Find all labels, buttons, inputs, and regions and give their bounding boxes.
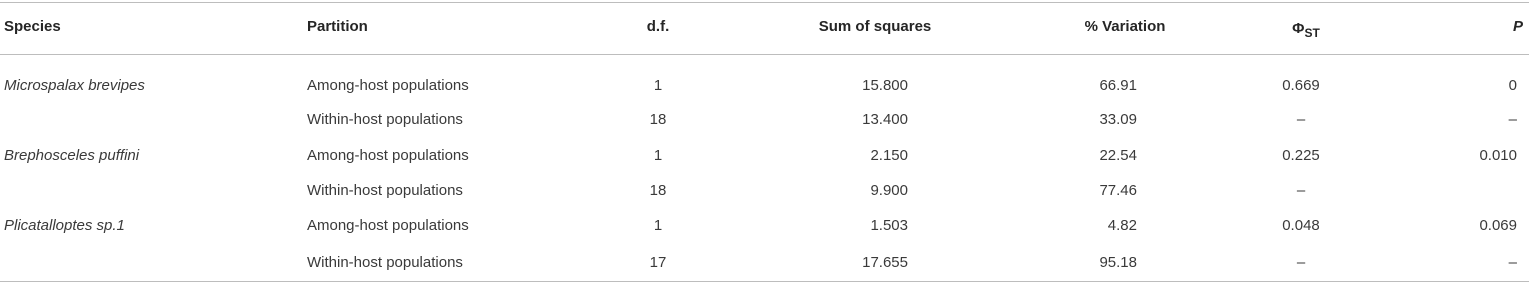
p-cell: –: [1508, 111, 1517, 128]
p-cell: 0: [1508, 77, 1517, 94]
table-header-rule: [0, 54, 1529, 55]
partition-cell: Within-host populations: [307, 182, 463, 199]
header-df: d.f.: [646, 18, 670, 35]
partition-cell: Among-host populations: [307, 77, 469, 94]
variation-cell: 33.09: [1099, 111, 1137, 128]
sum-of-squares-cell: 17.655: [862, 254, 908, 271]
p-cell: 0.069: [1479, 217, 1517, 234]
partition-cell: Within-host populations: [307, 111, 463, 128]
header-p: P: [1512, 18, 1523, 35]
phi-st-cell: –: [1296, 111, 1306, 128]
df-cell: 17: [649, 254, 667, 271]
phi-st-cell: 0.669: [1282, 77, 1320, 94]
header-variation: % Variation: [1084, 18, 1166, 35]
phi-st-cell: 0.225: [1282, 147, 1320, 164]
p-cell: 0.010: [1479, 147, 1517, 164]
partition-cell: Among-host populations: [307, 147, 469, 164]
df-cell: 1: [653, 77, 663, 94]
partition-cell: Among-host populations: [307, 217, 469, 234]
phi-symbol: Φ: [1292, 20, 1305, 37]
sum-of-squares-cell: 15.800: [862, 77, 908, 94]
header-phi-st: [1255, 20, 1357, 38]
species-cell: Plicatalloptes sp.1: [4, 217, 125, 234]
phi-subscript: ST: [1304, 26, 1320, 40]
phi-st-cell: –: [1296, 254, 1306, 271]
sum-of-squares-cell: 1.503: [870, 217, 908, 234]
table-bottom-rule: [0, 281, 1529, 282]
df-cell: 18: [649, 111, 667, 128]
df-cell: 18: [649, 182, 667, 199]
df-cell: 1: [653, 217, 663, 234]
sum-of-squares-cell: 2.150: [870, 147, 908, 164]
header-sum-of-squares: Sum of squares: [818, 18, 932, 35]
phi-st-cell: –: [1296, 182, 1306, 199]
header-partition: Partition: [307, 18, 368, 35]
variation-cell: 4.82: [1107, 217, 1137, 234]
header-species: Species: [4, 18, 61, 35]
species-cell: Microspalax brevipes: [4, 77, 145, 94]
variation-cell: 77.46: [1099, 182, 1137, 199]
table-top-rule: [0, 2, 1529, 3]
variation-cell: 22.54: [1099, 147, 1137, 164]
sum-of-squares-cell: 13.400: [862, 111, 908, 128]
variation-cell: 95.18: [1099, 254, 1137, 271]
sum-of-squares-cell: 9.900: [870, 182, 908, 199]
phi-st-cell: 0.048: [1282, 217, 1320, 234]
species-cell: Brephosceles puffini: [4, 147, 140, 164]
variation-cell: 66.91: [1099, 77, 1137, 94]
partition-cell: Within-host populations: [307, 254, 463, 271]
p-cell: –: [1508, 254, 1517, 271]
df-cell: 1: [653, 147, 663, 164]
